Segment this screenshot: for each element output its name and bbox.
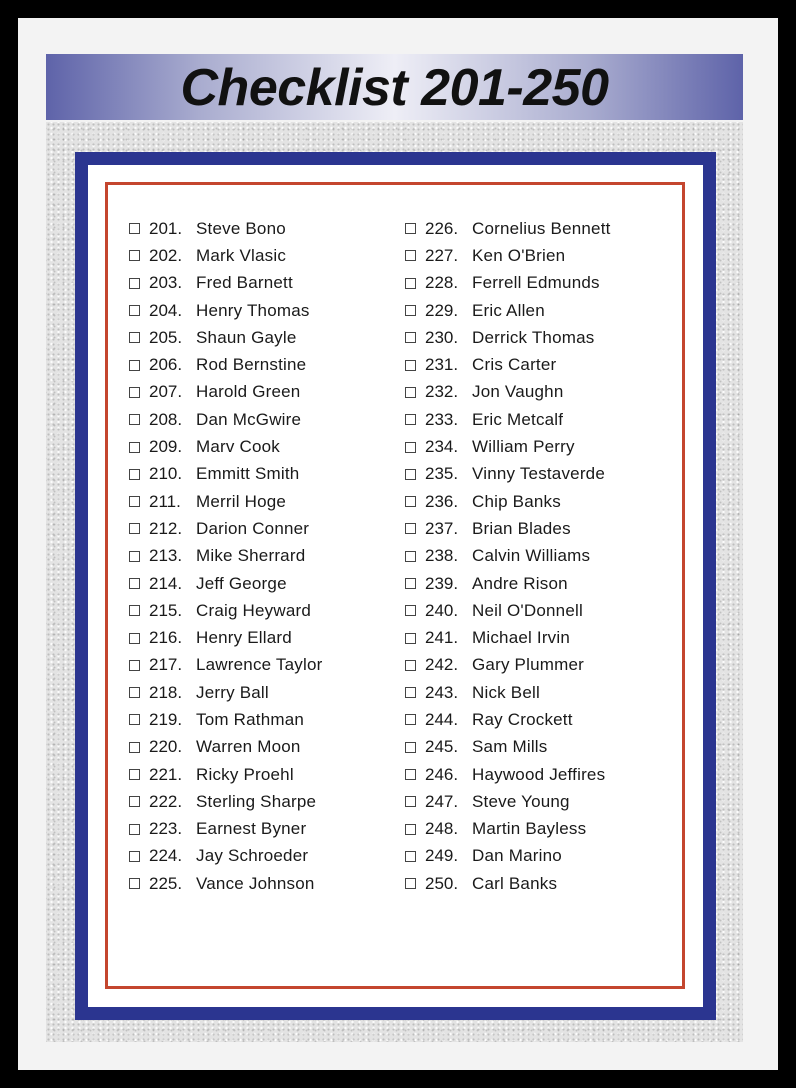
checkbox-square <box>405 551 416 562</box>
checkbox-square <box>405 523 416 534</box>
card-number: 205. <box>149 327 183 347</box>
checklist-row <box>129 870 322 897</box>
card-number: 210. <box>149 464 183 484</box>
checkbox-square <box>405 796 416 807</box>
checkbox-square <box>129 469 140 480</box>
player-name: Dan Marino <box>472 846 562 866</box>
player-name: Eric Allen <box>472 300 545 320</box>
checkbox-square <box>129 414 140 425</box>
player-name: Michael Irvin <box>472 628 571 648</box>
card-number: 223. <box>149 819 183 839</box>
player-name: Ferrell Edmunds <box>472 273 600 293</box>
card-number: 234. <box>425 437 459 457</box>
checklist-row <box>405 515 611 542</box>
player-name: Jay Schroeder <box>196 846 309 866</box>
card-number: 225. <box>149 873 183 893</box>
checkbox-square <box>129 714 140 725</box>
checklist-row <box>405 870 611 897</box>
player-name: Martin Bayless <box>472 819 587 839</box>
checklist-row <box>405 734 611 761</box>
player-name: Carl Banks <box>472 873 558 893</box>
checklist-row <box>129 761 322 788</box>
checkbox-square <box>129 523 140 534</box>
player-name: Calvin Williams <box>472 546 591 566</box>
checklist-row <box>129 706 322 733</box>
player-name: Henry Thomas <box>196 300 310 320</box>
player-name: Ken O'Brien <box>472 245 566 265</box>
checkbox-square <box>129 660 140 671</box>
checklist-row <box>405 788 611 815</box>
player-name: Fred Barnett <box>196 273 293 293</box>
checkbox-square <box>129 633 140 644</box>
player-name: Ray Crockett <box>472 709 573 729</box>
card-number: 248. <box>425 819 459 839</box>
card-number: 239. <box>425 573 459 593</box>
checkbox-square <box>405 250 416 261</box>
checklist-row <box>405 706 611 733</box>
card-number: 202. <box>149 245 183 265</box>
checklist-column-right <box>405 215 611 897</box>
card-number: 247. <box>425 791 459 811</box>
card-number: 230. <box>425 327 459 347</box>
checklist-row <box>405 570 611 597</box>
player-name: Cris Carter <box>472 355 557 375</box>
player-name: Jerry Ball <box>196 682 269 702</box>
checkbox-square <box>129 687 140 698</box>
player-name: Henry Ellard <box>196 628 292 648</box>
player-name: Mike Sherrard <box>196 546 306 566</box>
card-number: 229. <box>425 300 459 320</box>
card-title: Checklist 201-250 <box>180 59 609 117</box>
card-number: 211. <box>149 491 181 511</box>
checklist-row <box>129 597 322 624</box>
checkbox-square <box>129 360 140 371</box>
blue-border-frame <box>75 152 716 1020</box>
checkbox-square <box>405 278 416 289</box>
player-name: William Perry <box>472 437 575 457</box>
card-number: 228. <box>425 273 459 293</box>
card-number: 227. <box>425 245 459 265</box>
checklist-row <box>405 624 611 651</box>
player-name: Lawrence Taylor <box>196 655 323 675</box>
card-number: 208. <box>149 409 183 429</box>
checkbox-square <box>129 305 140 316</box>
title-banner <box>46 54 743 120</box>
checkbox-square <box>405 223 416 234</box>
checklist-row <box>405 324 611 351</box>
checkbox-square <box>405 769 416 780</box>
player-name: Earnest Byner <box>196 819 307 839</box>
checkbox-square <box>129 824 140 835</box>
card-number: 232. <box>425 382 459 402</box>
checklist-row <box>129 543 322 570</box>
checklist-row <box>405 461 611 488</box>
player-name: Derrick Thomas <box>472 327 595 347</box>
player-name: Andre Rison <box>472 573 568 593</box>
player-name: Darion Conner <box>196 518 310 538</box>
checklist-row <box>405 297 611 324</box>
card-number: 216. <box>149 628 183 648</box>
card-number: 244. <box>425 709 459 729</box>
checklist-row <box>405 597 611 624</box>
checkbox-square <box>405 633 416 644</box>
player-name: Rod Bernstine <box>196 355 307 375</box>
checklist-row <box>129 488 322 515</box>
card-number: 213. <box>149 546 183 566</box>
card-number: 212. <box>149 518 183 538</box>
player-name: Steve Bono <box>196 218 286 238</box>
player-name: Vinny Testaverde <box>472 464 605 484</box>
card-number: 201. <box>149 218 183 238</box>
player-name: Chip Banks <box>472 491 561 511</box>
card-number: 219. <box>149 709 183 729</box>
card-number: 206. <box>149 355 183 375</box>
card-number: 245. <box>425 737 459 757</box>
checklist-row <box>405 679 611 706</box>
card-number: 249. <box>425 846 459 866</box>
card-number: 238. <box>425 546 459 566</box>
player-name: Mark Vlasic <box>196 245 287 265</box>
card-number: 233. <box>425 409 459 429</box>
checklist-row <box>129 652 322 679</box>
card-number: 203. <box>149 273 183 293</box>
card-number: 217. <box>149 655 183 675</box>
card-number: 242. <box>425 655 459 675</box>
card-number: 214. <box>149 573 183 593</box>
checkbox-square <box>405 687 416 698</box>
checkbox-square <box>405 578 416 589</box>
checklist-row <box>129 351 322 378</box>
checklist-row <box>405 816 611 843</box>
checklist-row <box>129 297 322 324</box>
card-number: 237. <box>425 518 459 538</box>
checklist-row <box>129 624 322 651</box>
checkbox-square <box>129 278 140 289</box>
player-name: Gary Plummer <box>472 655 584 675</box>
card-number: 224. <box>149 846 183 866</box>
checklist-row <box>405 433 611 460</box>
checklist-row <box>129 788 322 815</box>
player-name: Shaun Gayle <box>196 327 297 347</box>
checklist-row <box>129 379 322 406</box>
checklist-row <box>405 843 611 870</box>
player-name: Warren Moon <box>196 737 301 757</box>
checklist-row <box>129 679 322 706</box>
checkbox-square <box>405 496 416 507</box>
checklist-row <box>129 270 322 297</box>
card-number: 240. <box>425 600 459 620</box>
player-name: Nick Bell <box>472 682 540 702</box>
player-name: Vance Johnson <box>196 873 315 893</box>
player-name: Brian Blades <box>472 518 571 538</box>
player-name: Haywood Jeffires <box>472 764 606 784</box>
checkbox-square <box>129 851 140 862</box>
checkbox-square <box>129 769 140 780</box>
card-number: 226. <box>425 218 459 238</box>
player-name: Steve Young <box>472 791 570 811</box>
player-name: Cornelius Bennett <box>472 218 611 238</box>
player-name: Dan McGwire <box>196 409 302 429</box>
card-number: 243. <box>425 682 459 702</box>
checkbox-square <box>405 332 416 343</box>
checklist-row <box>129 734 322 761</box>
card-number: 222. <box>149 791 183 811</box>
checklist-row <box>129 816 322 843</box>
card-number: 207. <box>149 382 183 402</box>
checklist-row <box>129 215 322 242</box>
checkbox-square <box>129 250 140 261</box>
checklist-row <box>405 242 611 269</box>
checkbox-square <box>129 878 140 889</box>
checklist-row <box>405 351 611 378</box>
checkbox-square <box>129 332 140 343</box>
checkbox-square <box>129 742 140 753</box>
checkbox-square <box>129 223 140 234</box>
player-name: Marv Cook <box>196 437 280 457</box>
card-number: 246. <box>425 764 459 784</box>
checklist-row <box>405 652 611 679</box>
player-name: Harold Green <box>196 382 301 402</box>
player-name: Tom Rathman <box>196 709 305 729</box>
card-number: 209. <box>149 437 183 457</box>
checkbox-square <box>405 387 416 398</box>
player-name: Eric Metcalf <box>472 409 564 429</box>
checklist-row <box>129 461 322 488</box>
checklist-row <box>129 843 322 870</box>
checkbox-square <box>129 796 140 807</box>
checkbox-square <box>405 714 416 725</box>
checklist-row <box>405 488 611 515</box>
checklist-column-left <box>129 215 322 897</box>
checklist-row <box>405 761 611 788</box>
card-number: 220. <box>149 737 183 757</box>
checkbox-square <box>405 605 416 616</box>
checklist-row <box>129 515 322 542</box>
player-name: Neil O'Donnell <box>472 600 583 620</box>
checklist-row <box>129 242 322 269</box>
checklist-row <box>129 433 322 460</box>
checklist-row <box>405 215 611 242</box>
card-number: 221. <box>149 764 183 784</box>
player-name: Sterling Sharpe <box>196 791 317 811</box>
player-name: Craig Heyward <box>196 600 312 620</box>
checklist-row <box>405 379 611 406</box>
checkbox-square <box>129 387 140 398</box>
checkbox-square <box>129 496 140 507</box>
checkbox-square <box>129 578 140 589</box>
card-number: 218. <box>149 682 183 702</box>
card-number: 215. <box>149 600 183 620</box>
player-name: Sam Mills <box>472 737 548 757</box>
checkbox-square <box>405 878 416 889</box>
checkbox-square <box>405 742 416 753</box>
checklist-card <box>18 18 778 1070</box>
player-name: Merril Hoge <box>196 491 287 511</box>
checkbox-square <box>405 660 416 671</box>
checkbox-square <box>129 605 140 616</box>
checkbox-square <box>129 442 140 453</box>
player-name: Jon Vaughn <box>472 382 564 402</box>
checkbox-square <box>405 360 416 371</box>
card-number: 236. <box>425 491 459 511</box>
checklist-row <box>129 570 322 597</box>
checklist-row <box>129 406 322 433</box>
checklist-row <box>405 543 611 570</box>
card-number: 250. <box>425 873 459 893</box>
checkbox-square <box>405 305 416 316</box>
checklist-row <box>405 406 611 433</box>
checklist-row <box>129 324 322 351</box>
card-number: 204. <box>149 300 183 320</box>
player-name: Ricky Proehl <box>196 764 294 784</box>
checkbox-square <box>405 469 416 480</box>
checkbox-square <box>405 442 416 453</box>
checkbox-square <box>405 824 416 835</box>
player-name: Jeff George <box>196 573 287 593</box>
player-name: Emmitt Smith <box>196 464 300 484</box>
red-inner-border <box>105 182 685 989</box>
checkbox-square <box>405 851 416 862</box>
checklist-row <box>405 270 611 297</box>
card-number: 231. <box>425 355 459 375</box>
checkbox-square <box>405 414 416 425</box>
card-number: 241. <box>425 628 459 648</box>
card-number: 235. <box>425 464 459 484</box>
checkbox-square <box>129 551 140 562</box>
